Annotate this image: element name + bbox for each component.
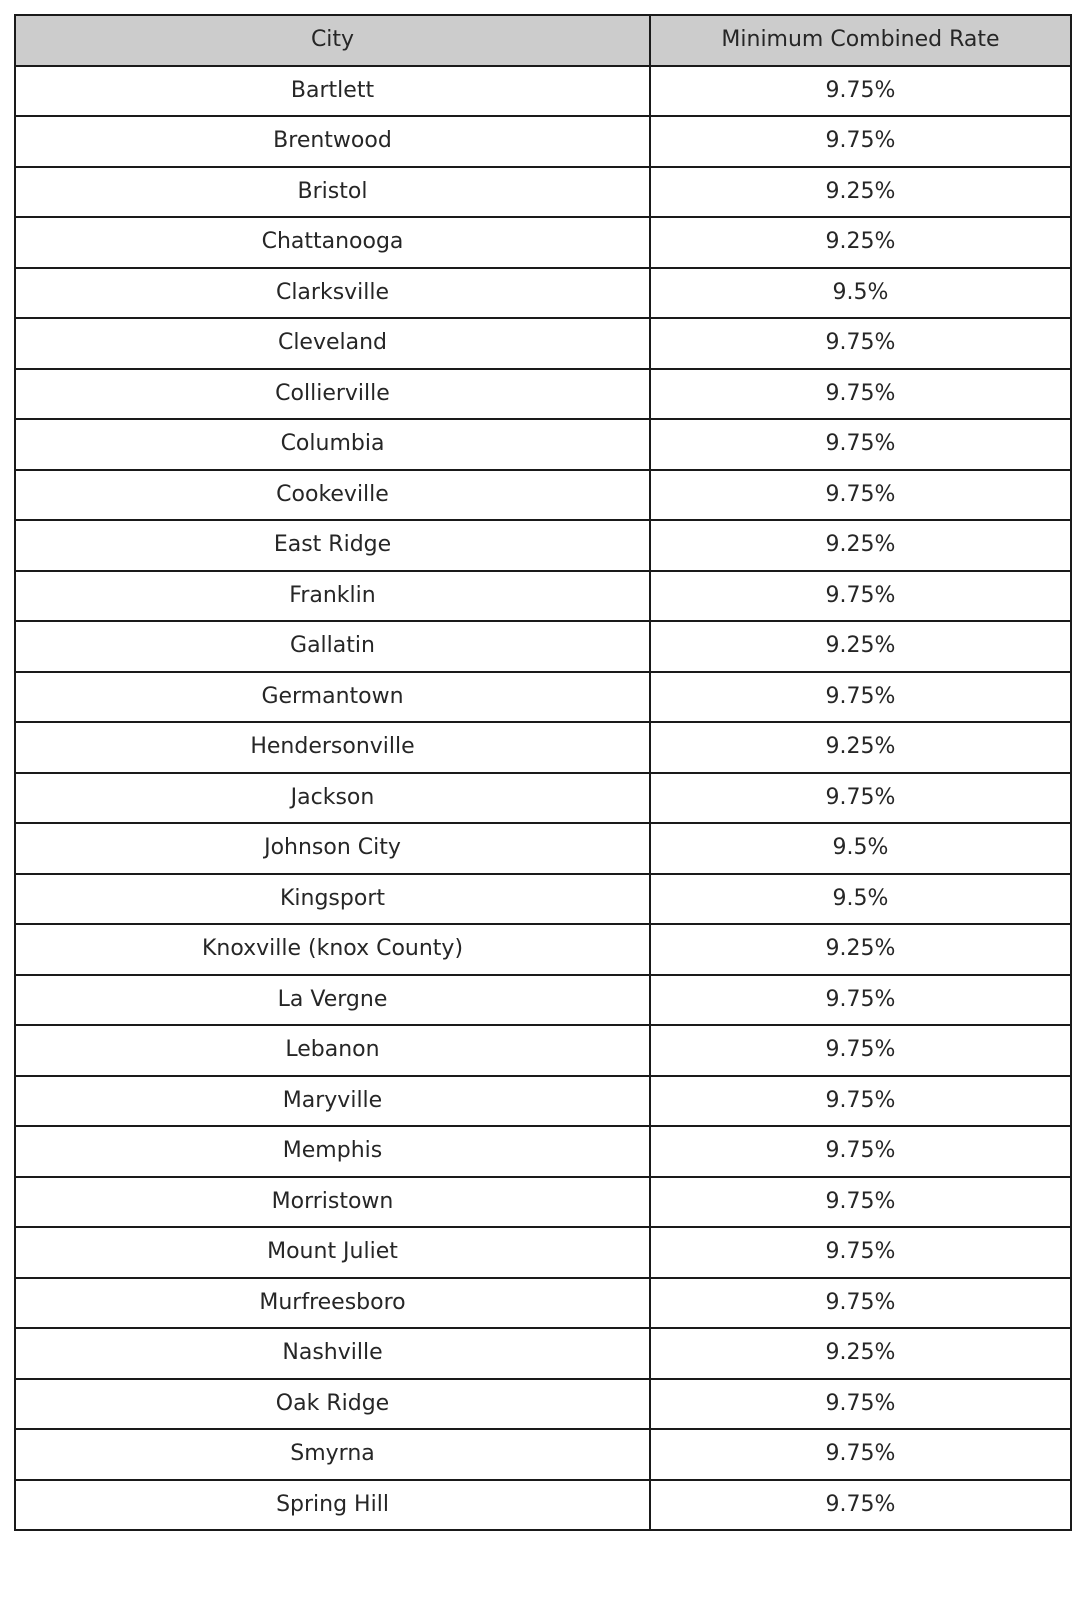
city-cell: Clarksville [15,268,650,319]
table-row [15,1278,1071,1329]
rate-cell: 9.75% [650,116,1071,167]
city-cell: Bartlett [15,66,650,117]
table-row [15,1076,1071,1127]
city-cell: Lebanon [15,1025,650,1076]
rate-cell: 9.75% [650,1480,1071,1531]
rate-cell: 9.75% [650,571,1071,622]
table-row [15,470,1071,521]
city-cell: Brentwood [15,116,650,167]
table-row [15,874,1071,925]
city-cell: Kingsport [15,874,650,925]
table-row [15,369,1071,420]
city-cell: Columbia [15,419,650,470]
table-row [15,66,1071,117]
table-row [15,520,1071,571]
rate-cell: 9.75% [650,1076,1071,1127]
rate-cell: 9.75% [650,318,1071,369]
rate-cell: 9.25% [650,520,1071,571]
table-row [15,1126,1071,1177]
rate-cell: 9.75% [650,1278,1071,1329]
rate-cell: 9.75% [650,1379,1071,1430]
city-cell: Bristol [15,167,650,218]
city-cell: Hendersonville [15,722,650,773]
table-row [15,217,1071,268]
city-cell: Murfreesboro [15,1278,650,1329]
city-cell: Spring Hill [15,1480,650,1531]
rate-cell: 9.75% [650,672,1071,723]
rate-cell: 9.25% [650,1328,1071,1379]
city-rate-table [14,14,1072,1531]
table-row [15,823,1071,874]
city-cell: Memphis [15,1126,650,1177]
city-cell: Smyrna [15,1429,650,1480]
rate-cell: 9.75% [650,773,1071,824]
table-row [15,1177,1071,1228]
rate-cell: 9.75% [650,975,1071,1026]
city-cell: Mount Juliet [15,1227,650,1278]
table-row [15,1227,1071,1278]
city-cell: Chattanooga [15,217,650,268]
rate-cell: 9.5% [650,823,1071,874]
table-row [15,1328,1071,1379]
table-row [15,167,1071,218]
table-row [15,621,1071,672]
rate-cell: 9.75% [650,1126,1071,1177]
rate-cell: 9.75% [650,470,1071,521]
city-cell: Gallatin [15,621,650,672]
city-cell: Cookeville [15,470,650,521]
rate-cell: 9.75% [650,1025,1071,1076]
table-row [15,318,1071,369]
table-row [15,672,1071,723]
rate-cell: 9.75% [650,1429,1071,1480]
header-row [15,15,1071,66]
rate-cell: 9.75% [650,1177,1071,1228]
city-cell: Franklin [15,571,650,622]
city-cell: Maryville [15,1076,650,1127]
table-header [15,15,1071,66]
table-row [15,1480,1071,1531]
table-row [15,1379,1071,1430]
city-cell: Jackson [15,773,650,824]
table-row [15,571,1071,622]
table-body [15,66,1071,1531]
rate-cell: 9.75% [650,1227,1071,1278]
rate-cell: 9.25% [650,621,1071,672]
city-cell: Cleveland [15,318,650,369]
table-row [15,773,1071,824]
table-row [15,116,1071,167]
rate-cell: 9.75% [650,419,1071,470]
city-cell: Collierville [15,369,650,420]
city-cell: Germantown [15,672,650,723]
city-cell: Morristown [15,1177,650,1228]
table-row [15,1429,1071,1480]
city-cell: Oak Ridge [15,1379,650,1430]
city-cell: Knoxville (knox County) [15,924,650,975]
column-header-rate: Minimum Combined Rate [650,15,1071,66]
city-cell: La Vergne [15,975,650,1026]
table-row [15,419,1071,470]
column-header-city: City [15,15,650,66]
table-row [15,268,1071,319]
rate-cell: 9.25% [650,167,1071,218]
rate-cell: 9.5% [650,874,1071,925]
rate-cell: 9.75% [650,369,1071,420]
rate-cell: 9.5% [650,268,1071,319]
rate-cell: 9.25% [650,217,1071,268]
rate-cell: 9.25% [650,924,1071,975]
city-cell: Johnson City [15,823,650,874]
rate-cell: 9.75% [650,66,1071,117]
table-row [15,722,1071,773]
table-row [15,1025,1071,1076]
table-row [15,924,1071,975]
table-row [15,975,1071,1026]
city-cell: East Ridge [15,520,650,571]
city-cell: Nashville [15,1328,650,1379]
rate-cell: 9.25% [650,722,1071,773]
